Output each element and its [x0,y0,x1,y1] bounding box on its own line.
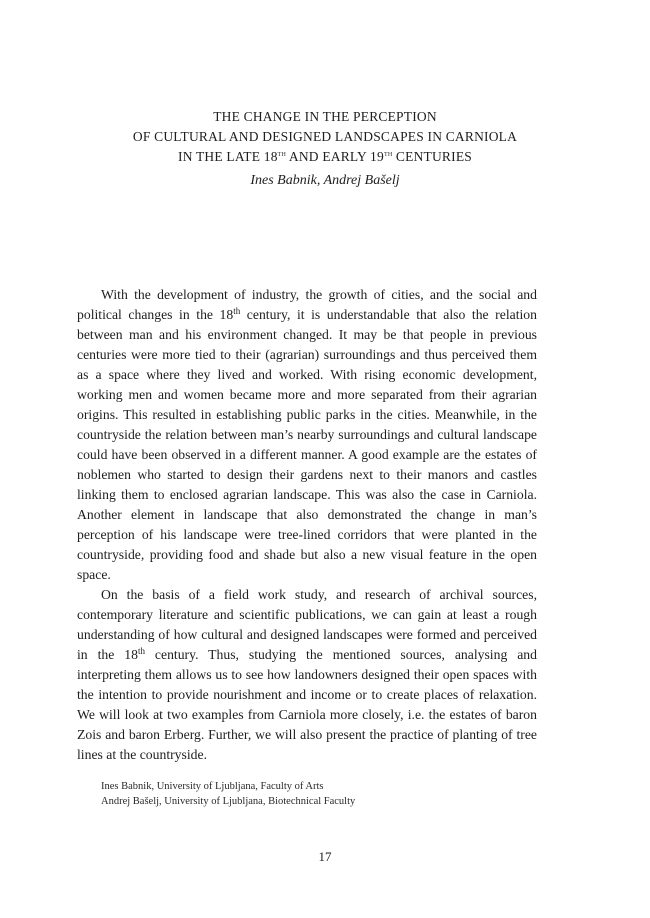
title-superscript-2: th [383,148,393,158]
title-line-3-part-a: IN THE LATE 18 [178,149,278,164]
title-line-3-part-c: CENTURIES [392,149,472,164]
paragraph-2-superscript: th [137,646,145,656]
title-superscript-1: th [277,148,287,158]
paragraph-2-part-a: On the basis of a field work study, and research of archival sources, contemporary literature and scientific publications, we can gain at least a rough understanding of how cultural and designed landscapes were formed and perceived in the 18 [77,587,537,662]
title-line-1: THE CHANGE IN THE PERCEPTION [213,109,437,124]
paragraph-1-part-b: century, it is understandable that also the relation between man and his environment changed. It may be that people in previous centuries were more tied to their (agrarian) surroundings and thus perceived them as a space where they lived and worked. With rising economic development, working men and women became more and more separated from their agrarian origins. This resulted in establishing public parks in the cities. Meanwhile, in the countryside the relation between man’s nearby surroundings and cultural landscape could have been observed in a different manner. A good example are the estates of noblemen who started to design their gardens next to their manors and castles linking them to enclosed agrarian landscape. This was also the case in Carniola. Another element in landscape that also demonstrated the change in man’s perception of his landscape were tree-lined corridors that were planted in the countryside, providing food and shade but also a new visual feature in the open space. [77,307,537,582]
paragraph-2 [77,585,537,765]
paragraph-2-part-b: century. Thus, studying the mentioned sources, analysing and interpreting them allows us to see how landowners designed their open spaces with the intention to provide nourishment and income or to create places of relaxation. We will look at two examples from Carniola more closely, i.e. the estates of baron Zois and baron Erberg. Further, we will also present the practice of planting of tree lines at the countryside. [77,647,537,762]
affiliation-2: Andrej Bašelj, University of Ljubljana, Biotechnical Faculty [101,796,356,807]
affiliation-1: Ines Babnik, University of Ljubljana, Faculty of Arts [101,781,324,792]
title-line-3 [60,147,590,167]
author-affiliations [101,779,355,809]
article-title [60,107,590,167]
title-line-2: OF CULTURAL AND DESIGNED LANDSCAPES IN CARNIOLA [132,129,518,144]
authors: Ines Babnik, Andrej Bašelj [250,173,400,188]
abstract-body [77,285,537,765]
page-number: 17 [318,849,332,864]
paragraph-1 [77,285,537,585]
title-line-3-part-b: AND EARLY 19 [286,149,384,164]
paragraph-1-superscript: th [233,306,241,316]
paragraph-1-part-a: With the development of industry, the growth of cities, and the social and political changes in the 18 [77,287,537,322]
